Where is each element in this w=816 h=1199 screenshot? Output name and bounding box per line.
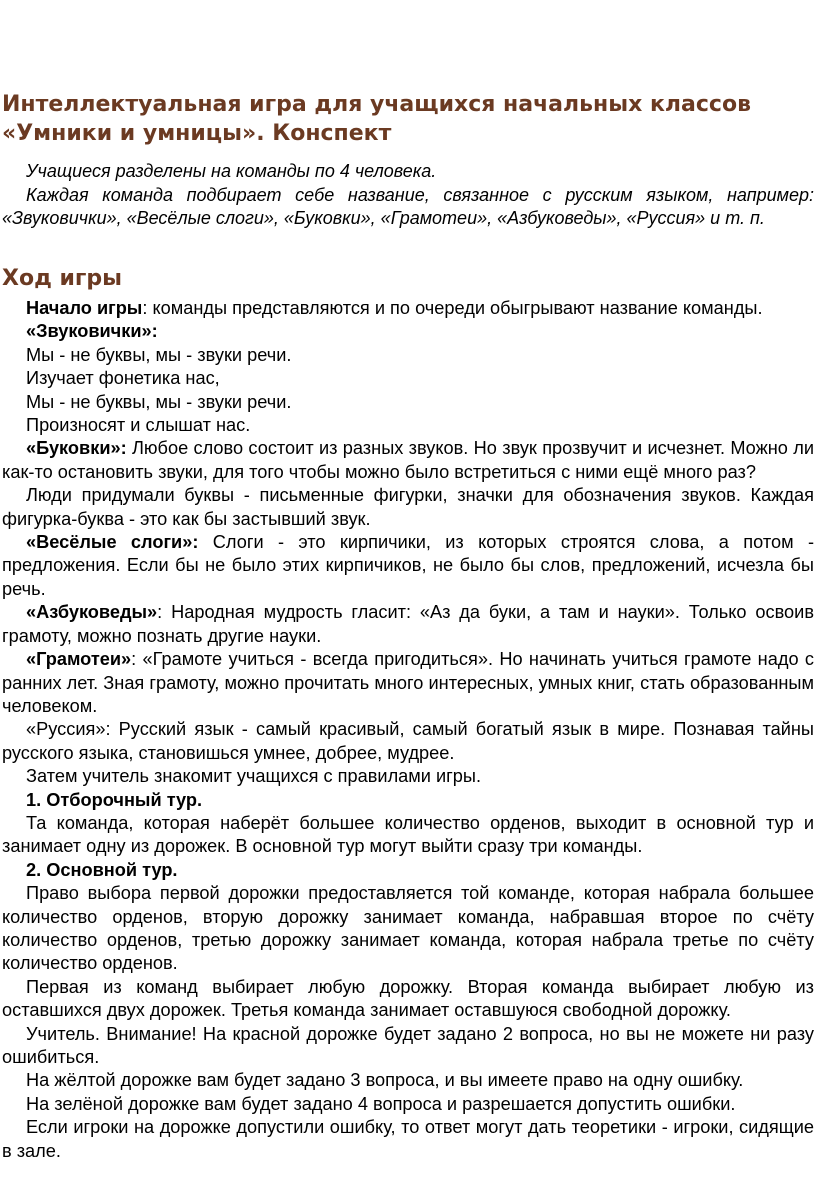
paragraph-text: : «Грамоте учиться - всегда пригодиться». Но начинать учиться грамоте надо с ранних лет. Зная грамоту, можно прочитать много интересных, умных книг, стать образованным человеком.: [2, 649, 814, 716]
paragraph-lead: «Буковки»:: [26, 438, 127, 459]
paragraph: [2, 859, 814, 882]
paragraph: Первая из команд выбирает любую дорожку. Вторая команда выбирает любую из оставшихся двух дорожек. Третья команда занимает оставшуюся свободной дорожку.: [2, 976, 814, 1021]
poem-line: Произносят и слышат нас.: [26, 415, 251, 436]
body-text: [2, 297, 814, 1163]
paragraph-lead: Начало игры: [26, 298, 143, 318]
paragraph-lead: «Грамотеи»: [26, 649, 132, 670]
paragraph: На жёлтой дорожке вам будет задано 3 вопроса, и вы имеете право на одну ошибку.: [26, 1070, 744, 1091]
paragraph-lead: «Звуковички»:: [26, 321, 158, 342]
paragraph: На зелёной дорожке вам будет задано 4 вопроса и разрешается допустить ошибки.: [26, 1093, 736, 1114]
poem-line: Изучает фонетика нас,: [26, 368, 220, 389]
paragraph: [2, 789, 814, 812]
intro-block: [2, 160, 814, 231]
paragraph: [2, 297, 814, 320]
paragraph-text: : Народная мудрость гласит: «Аз да буки, а там и науки». Только освоив грамоту, можно познать другие науки.: [2, 602, 814, 646]
paragraph: Если игроки на дорожке допустили ошибку, то ответ могут дать теоретики - игроки, сидящие в зале.: [2, 1117, 814, 1161]
paragraph: [2, 320, 814, 343]
document-title: Интеллектуальная игра для учащихся начальных классов «Умники и умницы». Конспект: [2, 92, 751, 146]
paragraph-text: Слоги - это кирпичики, из которых строятся слова, а потом - предложения. Если бы не было этих кирпичиков, не было бы слов, предложений, исчезла бы речь.: [2, 532, 815, 599]
subheading: 2. Основной тур.: [26, 859, 178, 880]
poem-line: Мы - не буквы, мы - звуки речи.: [26, 344, 292, 365]
intro-paragraph: Учащиеся разделены на команды по 4 человека.: [26, 161, 437, 181]
paragraph: Та команда, которая наберёт большее количество орденов, выходит в основной тур и занимает одну из дорожек. В основной тур могут выйти сразу три команды.: [2, 812, 814, 857]
paragraph-text: Любое слово состоит из разных звуков. Но звук прозвучит и исчезнет. Можно ли как-то остановить звуки, для того чтобы можно было встретиться с ними ещё много раз?: [2, 438, 814, 482]
paragraph: «Руссия»: Русский язык - самый красивый, самый богатый язык в мире. Познавая тайны русского языка, становишься умнее, добрее, мудрее.: [2, 719, 814, 763]
paragraph: [2, 648, 814, 718]
paragraph: Учитель. Внимание! На красной дорожке будет задано 2 вопроса, но вы не можете ни разу ошибиться.: [2, 1023, 814, 1067]
paragraph: Люди придумали буквы - письменные фигурки, значки для обозначения звуков. Каждая фигурка-буква - это как бы застывший звук.: [2, 485, 814, 529]
subheading: 1. Отборочный тур.: [26, 789, 203, 810]
paragraph-text: : команды представляются и по очереди обыгрывают название команды.: [142, 298, 763, 318]
section-heading: Ход игры: [2, 266, 123, 291]
paragraph-lead: «Весёлые слоги»:: [26, 532, 199, 553]
paragraph: Затем учитель знакомит учащихся с правилами игры.: [26, 766, 482, 787]
poem-line: Мы - не буквы, мы - звуки речи.: [26, 391, 292, 412]
paragraph-lead: «Азбуковеды»: [26, 602, 158, 623]
intro-paragraph: Каждая команда подбирает себе название, связанное с русским языком, например: «Звуковички», «Весёлые слоги», «Буковки», «Грамотеи», «Азбуковеды», «Руссия» и т. п.: [2, 184, 814, 228]
paragraph: Право выбора первой дорожки предоставляется той команде, которая набрала большее количество орденов, вторую дорожку занимает команда, набравшая второе по счёту количество орденов, третью дорожку занимает команда, которая набрала третье по счёту количество орденов.: [2, 883, 814, 974]
paragraph: [2, 437, 814, 484]
paragraph: [2, 531, 814, 601]
paragraph: [2, 601, 814, 648]
